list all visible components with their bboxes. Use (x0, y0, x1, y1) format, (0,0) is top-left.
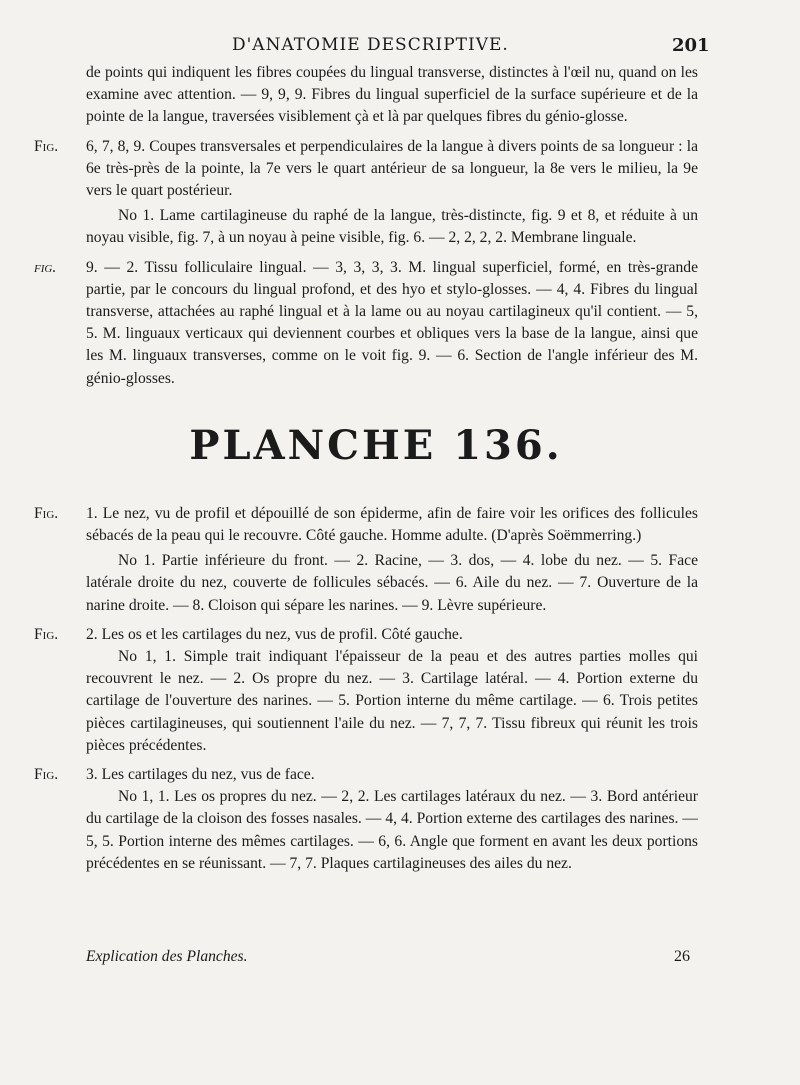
figure-description: 9. — 2. Tissu folliculaire lingual. — 3, 3, 3, 3. M. lingual superficiel, formé, en très-grande partie, par le concours du lingual profond, et des hyo et stylo-glosses. — 4, 4. Fibres du lingual transverse, attachées au raphé lingual et à la lame ou au noyau cartilagineux qu'il contient. — 5, 5. M. linguaux verticaux qui deviennent courbes et obliques vers la base de la langue, ainsi que les M. linguaux transverses, comme on le voit fig. 9. — 6. Section de l'angle inférieur des M. génio-glosses. (86, 258, 698, 387)
figure-entry (34, 136, 698, 203)
page-header (0, 35, 800, 63)
figure-entry (34, 257, 698, 390)
legend-paragraph (34, 786, 698, 875)
figure-label: Fig. (34, 137, 59, 155)
legend-paragraph (34, 550, 698, 617)
page-footer (86, 948, 690, 972)
figure-label: Fig. (34, 625, 59, 643)
legend-text: No 1, 1. Les os propres du nez. — 2, 2. Les cartilages latéraux du nez. — 3. Bord antérieur du cartilage de la cloison des fosses nasales. — 4, 4. Portion externe des cartilages des narines. — 5, 5. Portion interne des mêmes cartilages. — 6, 6. Angle que forment en avant les deux portions précédentes en se réunissant. — 7, 7. Plaques cartilagineuses des ailes du nez. (86, 788, 698, 872)
figure-description: 1. Le nez, vu de profil et dépouillé de son épiderme, afin de faire voir les orifices des follicules sébacés de la peau qui le recouvre. Côté gauche. Homme adulte. (D'après Soëmmerring.) (86, 504, 698, 545)
figure-label: fig. (34, 258, 57, 276)
figure-entry (34, 764, 698, 786)
figure-description: 6, 7, 8, 9. Coupes transversales et perpendiculaires de la langue à divers points de sa longueur : la 6e très-près de la pointe, la 7e vers le quart antérieur de sa longueur, la 8e vers le milieu, la 9e vers le quart postérieur. (86, 137, 698, 200)
figure-label: Fig. (34, 766, 59, 784)
plate-title: PLANCHE 136. (189, 421, 563, 469)
legend-text: No 1. Partie inférieure du front. — 2. Racine, — 3. dos, — 4. lobe du nez. — 5. Face latérale droite du nez, couverte de follicules sébacés. — 6. Aile du nez. — 7. Ouverture de la narine droite. — 8. Cloison qui sépare les narines. — 9. Lèvre supérieure. (86, 552, 698, 614)
legend-paragraph (34, 205, 698, 249)
legend-text: No 1. Lame cartilagineuse du raphé de la langue, très-distincte, fig. 9 et 8, et réduite à un noyau visible, fig. 7, à un noyau à peine visible, fig. 6. — 2, 2, 2, 2. Membrane linguale. (86, 207, 698, 247)
figure-entry (34, 503, 698, 547)
page-number: 201 (672, 35, 710, 56)
legend-text: No 1, 1. Simple trait indiquant l'épaisseur de la peau et des autres parties molles qui recouvrent le nez. — 2. Os propre du nez. — 3. Cartilage latéral. — 4. Portion externe du cartilage de l'ouverture des narines. — 5. Portion interne du même cartilage. — 6. Trois petites pièces cartilagineuses, qui soutiennent l'aile du nez. — 7, 7, 7. Tissu fibreux qui réunit les trois pièces précédentes. (86, 648, 698, 754)
footer-signature-text: Explication des Planches. (86, 948, 248, 965)
signature-mark: 26 (674, 948, 690, 965)
paragraph-text: de points qui indiquent les fibres coupées du lingual transverse, distinctes à l'œil nu, quand on les examine avec attention. — 9, 9, 9. Fibres du lingual superficiel de la surface supérieure et de la pointe de la langue, traversées visiblement çà et là par quelques fibres du génio-glosse. (86, 64, 698, 126)
page-body (34, 62, 698, 875)
figure-entry (34, 624, 698, 646)
figure-label: Fig. (34, 504, 59, 522)
figure-description: 2. Les os et les cartilages du nez, vus de profil. Côté gauche. (86, 625, 463, 643)
legend-paragraph (34, 646, 698, 757)
text-paragraph (34, 62, 698, 129)
figure-description: 3. Les cartilages du nez, vus de face. (86, 766, 315, 784)
running-title: D'ANATOMIE DESCRIPTIVE. (232, 35, 509, 55)
